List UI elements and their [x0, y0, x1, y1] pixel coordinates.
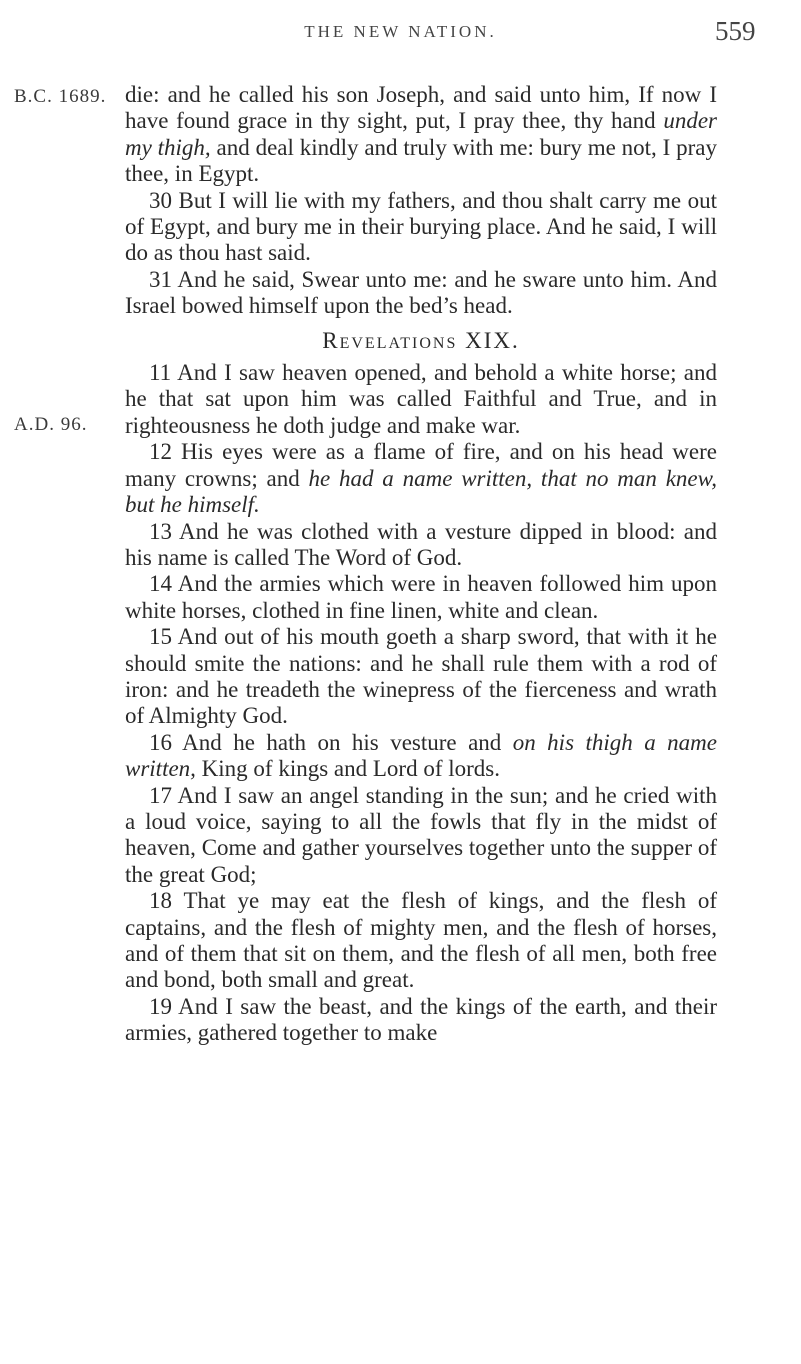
- revelation-verse-11: 11 And I saw heaven opened, and behold a white horse; and he that sat upon him was called Faithful and True, and in righteousness he doth judge and make war.: [125, 360, 717, 438]
- revelation-verse-16: 16 And he hath on his vesture and on his thigh a name written, King of kings and Lord of lords.: [125, 729, 717, 782]
- genesis-verse-30: 30 But I will lie with my fathers, and thou shalt carry me out of Egypt, and bury me in their burying place. And he said, I will do as thou hast said.: [125, 187, 717, 266]
- revelation-verse-18: 18 That ye may eat the flesh of kings, and the flesh of captains, and the flesh of mighty men, and the flesh of horses, and of them that sit on them, and the flesh of all men, both free and bond, both small and great.: [125, 888, 717, 993]
- main-text: [125, 82, 717, 1047]
- revelation-verse-13: 13 And he was clothed with a vesture dipped in blood: and his name is called The Word of God.: [125, 518, 717, 570]
- revelation-verse-14: 14 And the armies which were in heaven followed him upon white horses, clothed in fine linen, white and clean.: [125, 571, 717, 623]
- genesis-verse-31: 31 And he said, Swear unto me: and he sware unto him. And Israel bowed himself upon the bed’s head.: [125, 266, 717, 319]
- genesis-continuation: die: and he called his son Joseph, and said unto him, If now I have found grace in thy sight, put, I pray thee, thy hand under my thigh, and deal kindly and truly with me: bury me not, I pray thee, in Egypt.: [125, 82, 717, 187]
- section-heading: Revelations XIX.: [322, 327, 520, 353]
- revelation-verse-15: 15 And out of his mouth goeth a sharp sword, that with it he should smite the nations: and he shall rule them with a rod of iron: and he treadeth the winepress of the fierceness and wrath of Almighty God.: [125, 624, 717, 729]
- margin-date-bc: B.C. 1689.: [14, 86, 107, 107]
- revelation-verse-19: 19 And I saw the beast, and the kings of the earth, and their armies, gathered together to make: [125, 993, 717, 1046]
- margin-date-ad: A.D. 96.: [14, 414, 88, 435]
- running-title: THE NEW NATION.: [304, 22, 497, 41]
- page-number: 559: [715, 16, 756, 46]
- revelation-verse-12: 12 His eyes were as a flame of fire, and on his head were many crowns; and he had a name written, that no man knew, but he himself.: [125, 439, 717, 518]
- revelation-verse-17: 17 And I saw an angel standing in the sun; and he cried with a loud voice, saying to all the fowls that fly in the midst of heaven, Come and gather yourselves together unto the supper of the great God;: [125, 782, 717, 887]
